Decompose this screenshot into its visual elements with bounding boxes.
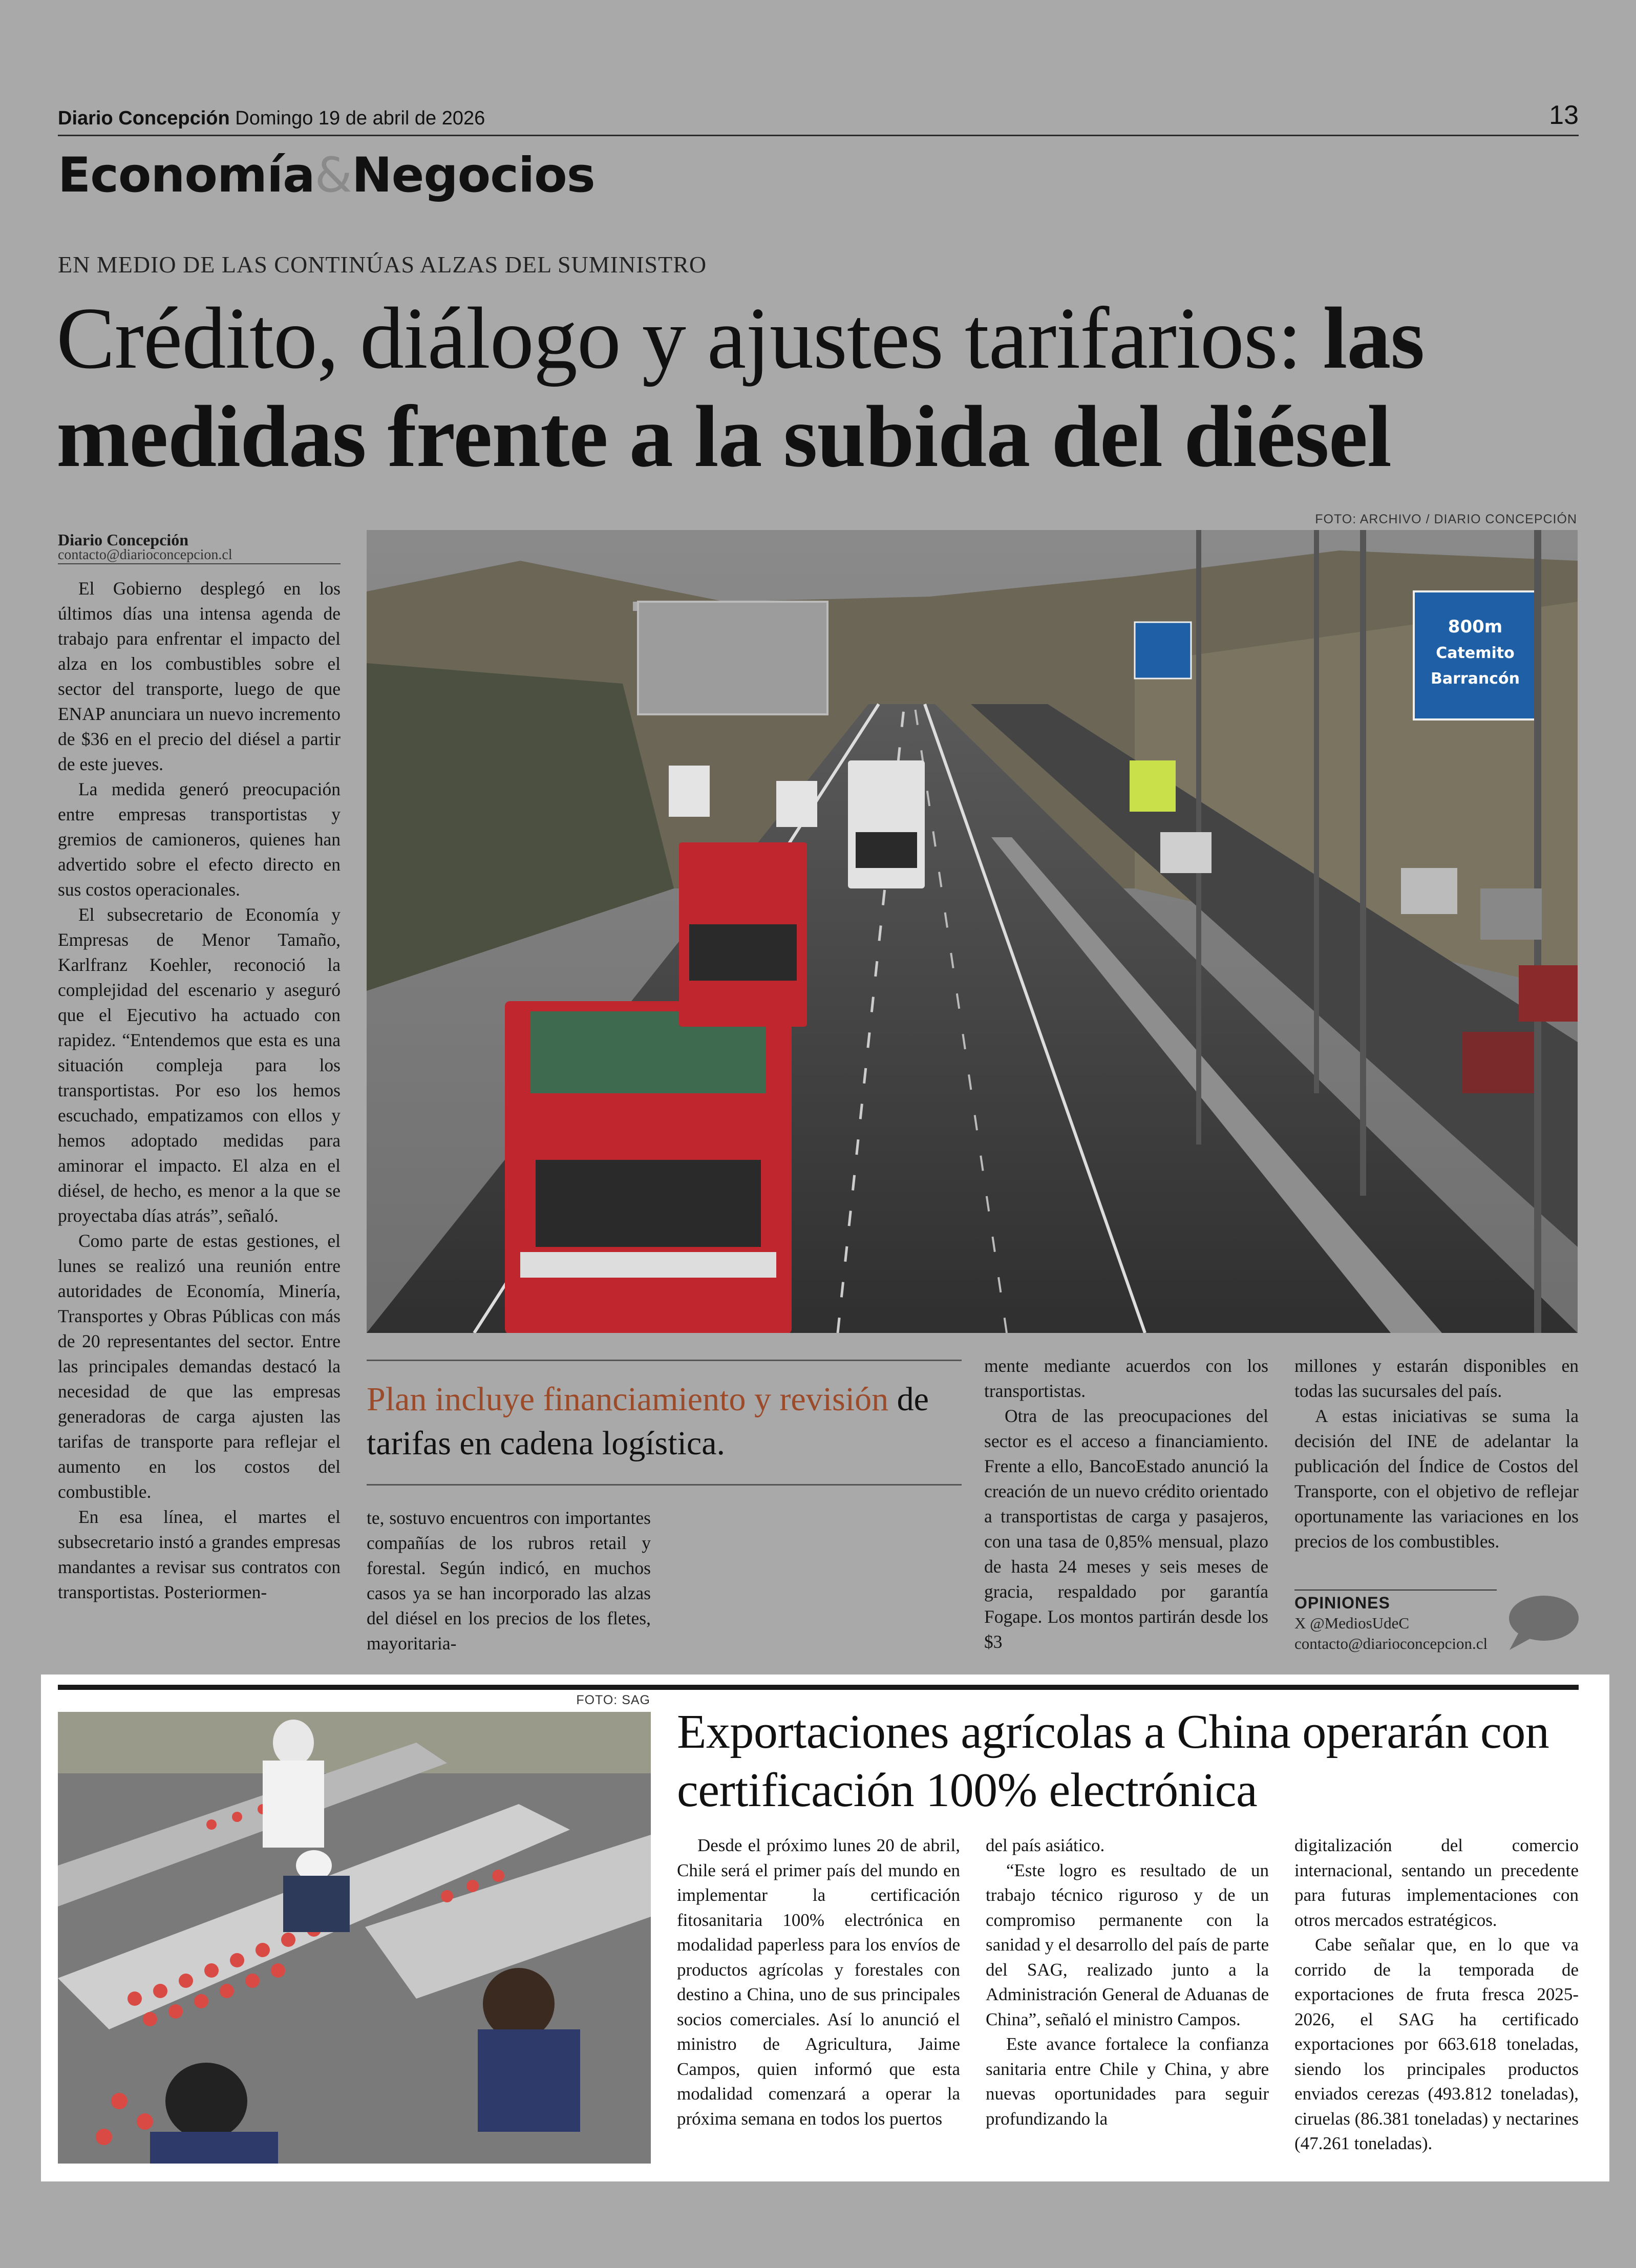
paragraph: El Gobierno desplegó en los últimos días una intensa agenda de trabajo para enfrentar el impacto del alza en los combustibles sobre el sector del transporte, luego de que ENAP anunciara un nuevo incremento de $36 en el precio del diésel a partir de este jueves.: [58, 578, 341, 774]
article-column-1: [58, 576, 341, 1605]
paragraph: Otra de las preocupaciones del sector es el acceso a financiamiento. Frente a ello, BancoEstado anunció la creación de un nuevo crédito orientado a transportistas de carga y pasajeros, con una tasa de 0,85% mensual, plazo de hasta 24 meses y seis meses de gracia, respaldado por garantía Fogape. Los montos partirán desde los $3: [984, 1406, 1268, 1652]
header-rule: [58, 135, 1579, 136]
publication-name: Diario Concepción: [58, 108, 230, 129]
byline-rule: [58, 563, 341, 564]
paragraph: millones y estarán disponibles en todas las sucursales del país.: [1294, 1355, 1579, 1401]
paragraph: te, sostuvo encuentros con importantes compañías de los rubros retail y forestal. Según indicó, en muchos casos ya se han incorporado las alzas del diésel en los precios de los fletes, mayoritaria-: [367, 1508, 651, 1654]
photo-credit-sag: FOTO: SAG: [576, 1693, 650, 1707]
photo-credit: FOTO: ARCHIVO / DIARIO CONCEPCIÓN: [1315, 512, 1577, 526]
section-title: Economía&Negocios: [58, 147, 595, 203]
speech-bubble-icon: [1505, 1594, 1580, 1652]
byline-email: contacto@diarioconcepcion.cl: [58, 547, 232, 563]
paragraph: El subsecretario de Economía y Empresas de Menor Tamaño, Karlfranz Koehler, reconoció la complejidad del escenario y aseguró que el Ejecutivo ha actuado con rapidez. “Entendemos que esta es una situación compleja para los transportistas. Por eso los hemos escuchado, empatizamos con ellos y hemos adoptado medidas para aminorar el impacto. El alza en el diésel, de hecho, es menor a la que se proyectaba días atrás”, señaló.: [58, 904, 341, 1226]
svg-text:800m: 800m: [1448, 617, 1503, 637]
article-column-2: [367, 1506, 651, 1656]
paragraph: Cabe señalar que, en lo que va corrido de la temporada de exportaciones de fruta fresca 2025-2026, el SAG ha certificado exportaciones por 663.618 toneladas, siendo los principales productos enviados cerezas (493.812 toneladas), ciruelas (86.381 toneladas) y nectarines (47.261 toneladas).: [1294, 1935, 1579, 2153]
secondary-column-3: [1294, 1833, 1579, 2156]
paragraph: Como parte de estas gestiones, el lunes se realizó una reunión entre autoridades de Economía, Minería, Transportes y Obras Públicas con más de 20 representantes del sector. Entre las principales demandas destacó la necesidad de que las empresas generadoras de carga ajusten las tarifas de transporte para reflejar el aumento en los costos del combustible.: [58, 1231, 341, 1502]
paragraph: En esa línea, el martes el subsecretario instó a grandes empresas mandantes a revisar sus contratos con transportistas. Posteriormen-: [58, 1507, 341, 1602]
opiniones-rule: [1294, 1589, 1497, 1591]
masthead: [58, 108, 485, 130]
paragraph: digitalización del comercio internacional, sentando un precedente para futuras implementaciones con otros mercados estratégicos.: [1294, 1835, 1579, 1930]
paragraph: mente mediante acuerdos con los transportistas.: [984, 1355, 1268, 1401]
secondary-article-rule: [58, 1685, 1579, 1690]
paragraph: Este avance fortalece la confianza sanitaria entre Chile y China, y abre nuevas oportunidades para seguir profundizando la: [986, 2034, 1269, 2129]
opiniones-title: OPINIONES: [1294, 1594, 1390, 1612]
byline-name: Diario Concepción: [58, 531, 189, 549]
opiniones-social: X @MediosUdeC: [1294, 1614, 1410, 1632]
article-kicker: EN MEDIO DE LAS CONTINÚAS ALZAS DEL SUMINISTRO: [58, 251, 707, 278]
secondary-column-1: [677, 1833, 960, 2131]
pullquote-accent: Plan incluye financiamiento y revisión: [367, 1381, 889, 1418]
fruit-packing-photo: [58, 1712, 651, 2164]
opiniones-email: contacto@diarioconcepcion.cl: [1294, 1635, 1488, 1652]
paragraph: “Este logro es resultado de un trabajo técnico riguroso y de un compromiso permanente con la sanidad y el desarrollo del país de parte del SAG, realizado junto a la Administración General de Aduanas de China”, señaló el ministro Campos.: [986, 1860, 1269, 2029]
article-column-4: [1294, 1353, 1579, 1554]
paragraph: A estas iniciativas se suma la decisión del INE de adelantar la publicación del Índice de Costos del Transporte, con el objetivo de reflejar oportunamente las variaciones en los precios de los combustibles.: [1294, 1406, 1579, 1552]
svg-text:Barrancón: Barrancón: [1430, 670, 1520, 688]
page-number: 13: [1549, 100, 1579, 130]
pullquote: [367, 1377, 962, 1466]
pullquote-rule-top: [367, 1360, 962, 1361]
secondary-headline: Exportaciones agrícolas a China operarán con certificación 100% electrónica: [677, 1705, 1549, 1817]
pullquote-rule-bottom: [367, 1484, 962, 1486]
issue-date: Domingo 19 de abril de 2026: [235, 108, 485, 129]
paragraph: del país asiático.: [986, 1835, 1105, 1855]
headline-bold: las medidas frente a la subida del diésel: [56, 290, 1425, 485]
secondary-column-2: [986, 1833, 1269, 2131]
svg-text:Catemito: Catemito: [1436, 644, 1515, 662]
paragraph: La medida generó preocupación entre empresas transportistas y gremios de camioneros, quienes han advertido sobre el efecto directo en sus costos operacionales.: [58, 779, 341, 900]
paragraph: Desde el próximo lunes 20 de abril, Chile será el primer país del mundo en implementar la certificación fitosanitaria 100% electrónica en modalidad paperless para los envíos de productos agrícolas y forestales con destino a China, uno de sus principales socios comerciales. Así lo anunció el ministro de Agricultura, Jaime Campos, quien informó que esta modalidad comenzará a operar la próxima semana en todos los puertos: [677, 1835, 960, 2129]
article-column-3: [984, 1353, 1268, 1655]
headline-light: Crédito, diálogo y ajustes tarifarios:: [56, 290, 1302, 387]
highway-trucks-photo: [367, 530, 1578, 1333]
pullquote-rest: de tarifas en cadena logística.: [367, 1381, 929, 1462]
article-headline: [56, 289, 1587, 486]
